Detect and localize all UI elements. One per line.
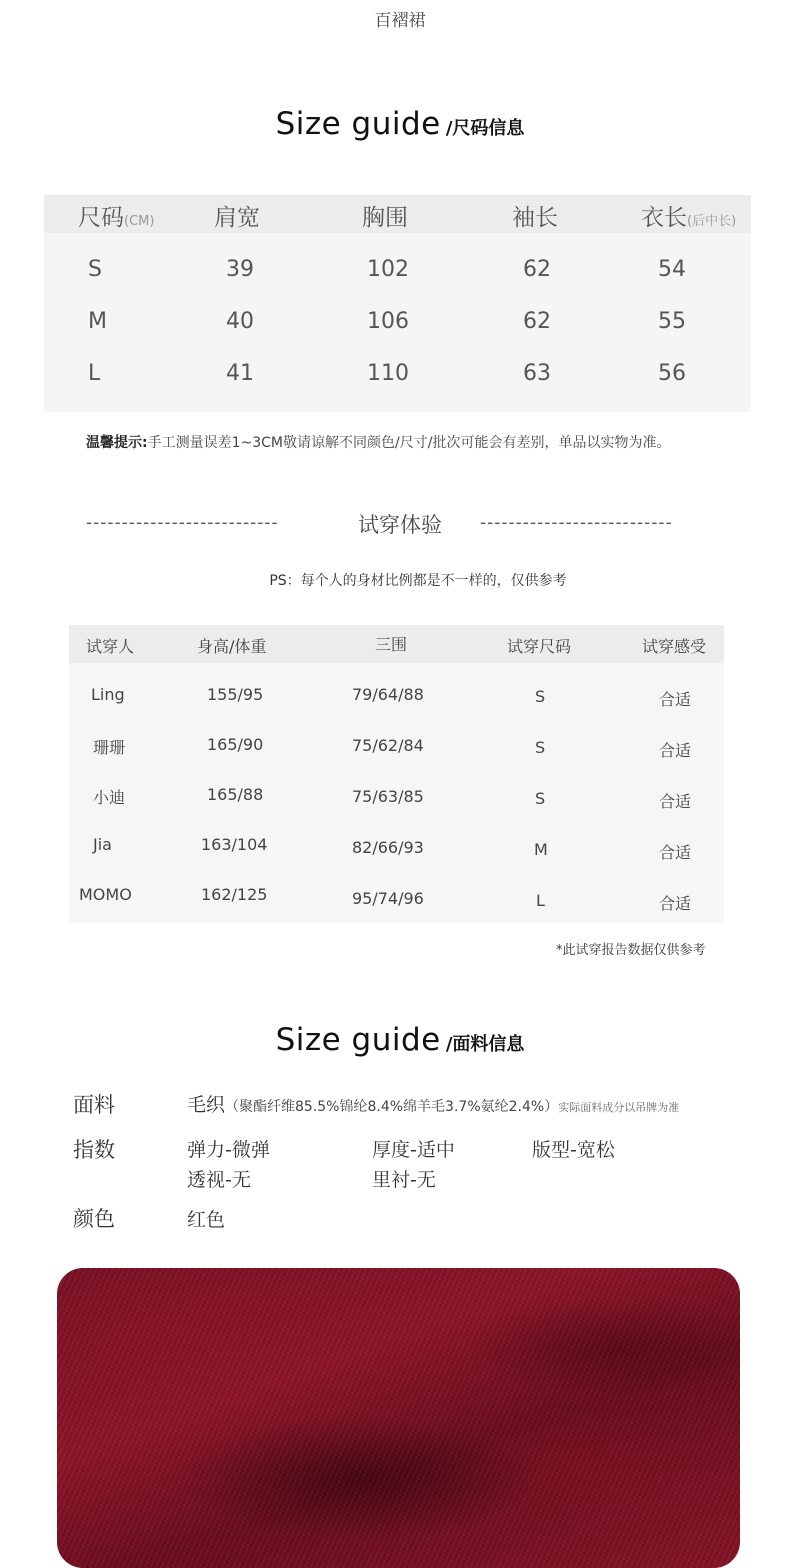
trial-cell: S xyxy=(535,738,546,757)
size-cell: 39 xyxy=(226,257,254,282)
trial-note: *此试穿报告数据仅供参考 xyxy=(556,943,706,958)
trial-cell: 合适 xyxy=(659,792,692,811)
dash-left: --------------------------- xyxy=(86,513,279,533)
trial-cell: 珊珊 xyxy=(93,738,126,757)
size-cell: L xyxy=(88,361,101,386)
size-cell: 102 xyxy=(367,257,409,282)
size-cell: 106 xyxy=(367,309,409,334)
color-label: 颜色 xyxy=(73,1207,115,1231)
tip-text xyxy=(86,432,670,452)
fabric-guide-title xyxy=(0,1022,800,1058)
size-cell: 62 xyxy=(523,257,551,282)
trial-cell: 合适 xyxy=(659,690,692,709)
trial-cell: MOMO xyxy=(79,885,132,904)
size-header-shoulder: 肩宽 xyxy=(214,205,260,231)
trial-cell: 合适 xyxy=(659,843,692,862)
fabric-guide-title-zh: /面料信息 xyxy=(445,1034,525,1055)
trial-title: 试穿体验 xyxy=(358,513,442,537)
fabric-value-main: 毛织 xyxy=(187,1094,226,1116)
size-cell: S xyxy=(88,257,102,282)
trial-cell: M xyxy=(534,840,548,859)
trial-cell: 小迪 xyxy=(93,788,126,807)
size-cell: 56 xyxy=(658,361,686,386)
dash-right: --------------------------- xyxy=(480,513,673,533)
size-cell: 62 xyxy=(523,309,551,334)
trial-cell: 75/63/85 xyxy=(352,787,424,806)
trial-cell: 75/62/84 xyxy=(352,736,424,755)
size-header-length: 衣长(后中长) xyxy=(641,205,737,231)
size-cell: 41 xyxy=(226,361,254,386)
trial-ps: PS：每个人的身材比例都是不一样的，仅供参考 xyxy=(269,573,567,589)
fabric-label: 面料 xyxy=(73,1093,115,1117)
size-guide-title xyxy=(0,106,800,142)
trial-cell: 163/104 xyxy=(201,835,268,854)
trial-table xyxy=(69,625,724,923)
size-guide-title-zh: /尺码信息 xyxy=(445,118,525,139)
size-header-size: 尺码(CM) xyxy=(78,205,155,231)
fabric-photo xyxy=(57,1268,740,1568)
trial-cell: 79/64/88 xyxy=(352,685,424,704)
size-cell: 54 xyxy=(658,257,686,282)
tip-body: 手工测量误差1~3CM敬请谅解不同颜色/尺寸/批次可能会有差别，单品以实物为准。 xyxy=(147,435,671,451)
index-label: 指数 xyxy=(73,1138,115,1162)
trial-header-measure: 三围 xyxy=(375,635,408,654)
trial-cell: 162/125 xyxy=(201,885,268,904)
trial-cell: 合适 xyxy=(659,741,692,760)
trial-cell: 165/90 xyxy=(207,735,264,754)
index-item-lining: 里衬-无 xyxy=(372,1169,436,1191)
trial-cell: L xyxy=(536,891,545,910)
trial-cell: S xyxy=(535,687,546,706)
trial-cell: S xyxy=(535,789,546,808)
index-item-sheer: 透视-无 xyxy=(187,1169,251,1191)
size-cell: M xyxy=(88,309,107,334)
index-item-fit: 版型-宽松 xyxy=(532,1139,615,1161)
fabric-value xyxy=(187,1090,679,1117)
index-item-stretch: 弹力-微弹 xyxy=(187,1139,270,1161)
trial-cell: Jia xyxy=(93,835,112,854)
size-header-chest: 胸围 xyxy=(362,205,408,231)
trial-header-size: 试穿尺码 xyxy=(507,637,572,656)
trial-cell: 155/95 xyxy=(207,685,264,704)
trial-cell: 82/66/93 xyxy=(352,838,424,857)
size-cell: 55 xyxy=(658,309,686,334)
size-guide-title-en: Size guide xyxy=(275,106,441,142)
index-item-thickness: 厚度-适中 xyxy=(372,1139,455,1161)
tip-label: 温馨提示: xyxy=(86,435,148,451)
fabric-value-note: 实际面料成分以吊牌为准 xyxy=(558,1101,680,1114)
trial-header-height: 身高/体重 xyxy=(197,637,267,656)
trial-cell: 合适 xyxy=(659,894,692,913)
trial-cell: 95/74/96 xyxy=(352,889,424,908)
size-cell: 63 xyxy=(523,361,551,386)
product-name: 百褶裙 xyxy=(374,11,426,31)
size-cell: 40 xyxy=(226,309,254,334)
size-cell: 110 xyxy=(367,361,409,386)
fabric-texture xyxy=(57,1268,740,1568)
trial-header-feel: 试穿感受 xyxy=(642,637,707,656)
fabric-value-detail: （聚酯纤维85.5%锦纶8.4%绵羊毛3.7%氨纶2.4%） xyxy=(225,1099,559,1115)
size-header-sleeve: 袖长 xyxy=(512,205,558,231)
color-value: 红色 xyxy=(187,1209,226,1231)
trial-header-person: 试穿人 xyxy=(86,637,135,656)
trial-cell: Ling xyxy=(91,685,125,704)
trial-cell: 165/88 xyxy=(207,785,264,804)
size-table xyxy=(44,195,751,412)
fabric-guide-title-en: Size guide xyxy=(275,1022,441,1058)
